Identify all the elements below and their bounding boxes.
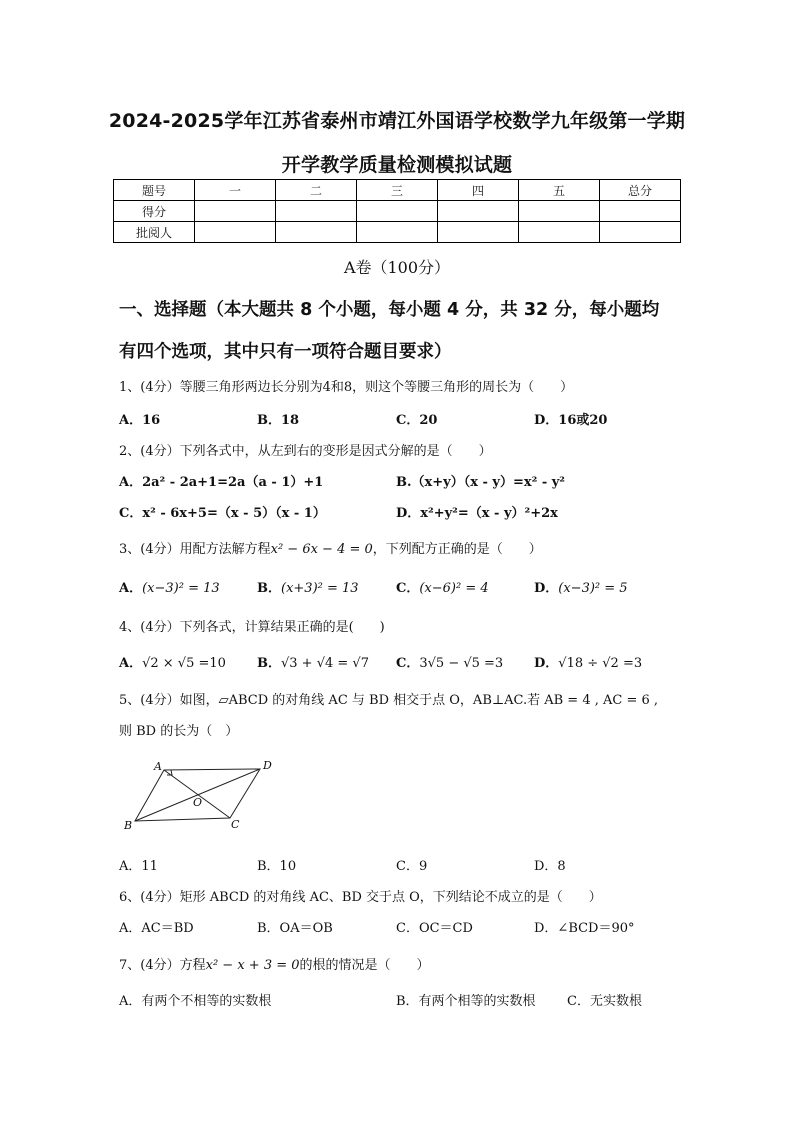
score-cell[interactable]: [357, 201, 438, 222]
question-5-option-a[interactable]: A．11: [119, 859, 158, 874]
question-6-option-a[interactable]: A．AC＝BD: [119, 921, 194, 936]
question-5-option-b[interactable]: B．10: [257, 859, 297, 874]
score-cell[interactable]: [195, 222, 276, 243]
option-letter: D．: [534, 581, 559, 596]
score-table-header-cell: 四: [438, 180, 519, 201]
score-cell[interactable]: [357, 222, 438, 243]
question-4-stem: 4、(4分）下列各式，计算结果正确的是( ): [119, 620, 385, 635]
question-4-option-d[interactable]: [534, 652, 642, 671]
option-letter: B．: [257, 656, 281, 671]
question-5-option-c[interactable]: C．9: [396, 859, 428, 874]
score-table-header-row: [114, 180, 681, 201]
score-table-row: [114, 201, 681, 222]
question-4-option-a[interactable]: [119, 652, 226, 671]
question-6-option-b[interactable]: B．OA＝OB: [257, 921, 333, 936]
title-line-1: 2024-2025学年江苏省泰州市靖江外国语学校数学九年级第一学期: [108, 110, 686, 132]
option-letter: A．: [119, 581, 143, 596]
option-math: (x−3)² = 5: [558, 581, 628, 596]
option-letter: B．: [257, 581, 281, 596]
score-table-header-cell: 总分: [600, 180, 681, 201]
question-5-stem-line-2: 则 BD 的长为（ ）: [119, 724, 239, 739]
option-letter: D．: [534, 656, 559, 671]
option-math: (x+3)² = 13: [281, 581, 359, 596]
title-line-2: 开学教学质量检测模拟试题: [281, 154, 513, 176]
score-table-row: [114, 222, 681, 243]
score-cell[interactable]: [438, 201, 519, 222]
question-7-option-c[interactable]: C．无实数根: [567, 994, 642, 1009]
part-1-heading-line-2: 有四个选项，其中只有一项符合题目要求）: [119, 342, 452, 362]
question-7-stem: [119, 954, 430, 973]
score-cell[interactable]: [438, 222, 519, 243]
question-3-option-d[interactable]: [534, 577, 628, 596]
question-7-option-b[interactable]: B．有两个相等的实数根: [396, 994, 536, 1009]
figure-label-o: O: [193, 796, 203, 809]
score-cell[interactable]: [276, 201, 357, 222]
figure-label-a: A: [154, 760, 162, 773]
question-7-stem-suffix: 的根的情况是（ ）: [299, 958, 430, 973]
question-7-option-a[interactable]: A．有两个不相等的实数根: [119, 994, 272, 1009]
question-4-option-b[interactable]: [257, 652, 369, 671]
option-math: √18 ÷ √2 =3: [558, 656, 643, 671]
option-letter: C．: [396, 656, 420, 671]
score-row-label: 批阅人: [114, 222, 195, 243]
question-2-option-b[interactable]: B.（x+y）（x - y）=x² - y²: [396, 475, 565, 490]
question-3-stem-suffix: ，下列配方正确的是（ ）: [372, 542, 542, 557]
figure-label-c: C: [231, 818, 240, 831]
question-1-option-b[interactable]: B．18: [257, 413, 300, 428]
question-2-stem: 2、(4分）下列各式中，从左到右的变形是因式分解的是（ ）: [119, 444, 492, 459]
score-table-header-cell: 一: [195, 180, 276, 201]
score-table-header-cell: 二: [276, 180, 357, 201]
question-3-option-c[interactable]: [396, 577, 489, 596]
question-1-stem: 1、(4分）等腰三角形两边长分别为4和8，则这个等腰三角形的周长为（ ）: [119, 380, 574, 395]
option-math: √3 + √4 = √7: [281, 656, 369, 671]
option-math: 3√5 − √5 =3: [419, 656, 504, 671]
section-a-heading: A卷（100分）: [343, 258, 451, 277]
score-table-header-cell: 五: [519, 180, 600, 201]
part-1-heading-line-1: 一、选择题（本大题共 8 个小题，每小题 4 分，共 32 分，每小题均: [119, 300, 660, 320]
question-5-option-d[interactable]: D．8: [534, 859, 566, 874]
question-6-option-c[interactable]: C．OC＝CD: [396, 921, 473, 936]
question-3-stem-prefix: 3、(4分）用配方法解方程: [119, 542, 271, 557]
score-cell[interactable]: [600, 201, 681, 222]
figure-label-d: D: [263, 759, 272, 772]
diagonal-bd: [135, 769, 260, 821]
option-letter: A．: [119, 656, 143, 671]
question-4-option-c[interactable]: [396, 652, 503, 671]
option-math: (x−3)² = 13: [142, 581, 220, 596]
question-7-equation: x² − x + 3 = 0: [205, 958, 300, 973]
score-cell[interactable]: [519, 222, 600, 243]
score-cell[interactable]: [519, 201, 600, 222]
score-cell[interactable]: [276, 222, 357, 243]
question-3-stem: [119, 538, 542, 557]
question-7-stem-prefix: 7、(4分）方程: [119, 958, 206, 973]
question-1-option-c[interactable]: C．20: [396, 413, 438, 428]
score-row-label: 得分: [114, 201, 195, 222]
parallelogram-figure: [118, 755, 278, 833]
option-math: (x−6)² = 4: [419, 581, 489, 596]
score-table-header-cell: 三: [357, 180, 438, 201]
option-math: √2 × √5 =10: [142, 656, 226, 671]
question-3-option-a[interactable]: [119, 577, 220, 596]
diagonal-ac: [164, 770, 230, 818]
question-2-option-c[interactable]: C．x² - 6x+5=（x - 5）（x - 1）: [119, 506, 326, 521]
question-6-option-d[interactable]: D．∠BCD＝90°: [534, 921, 635, 936]
question-2-option-d[interactable]: D．x²+y²=（x - y）²+2x: [396, 506, 558, 521]
question-1-option-a[interactable]: A．16: [119, 413, 161, 428]
question-3-option-b[interactable]: [257, 577, 359, 596]
figure-label-b: B: [124, 819, 133, 832]
option-letter: C．: [396, 581, 420, 596]
question-6-stem: 6、(4分）矩形 ABCD 的对角线 AC、BD 交于点 O，下列结论不成立的是（ ）: [119, 890, 602, 905]
score-cell[interactable]: [195, 201, 276, 222]
score-table-header-cell: 题号: [114, 180, 195, 201]
question-5-stem-line-1: 5、(4分）如图，▱ABCD 的对角线 AC 与 BD 相交于点 O，AB⊥AC.若 AB = 4 , AC = 6 ,: [119, 693, 659, 708]
question-3-equation: x² − 6x − 4 = 0: [270, 542, 373, 557]
question-2-option-a[interactable]: A．2a² - 2a+1=2a（a - 1）+1: [119, 475, 324, 490]
question-1-option-d[interactable]: D．16或20: [534, 413, 608, 428]
score-table: [113, 179, 681, 243]
score-cell[interactable]: [600, 222, 681, 243]
